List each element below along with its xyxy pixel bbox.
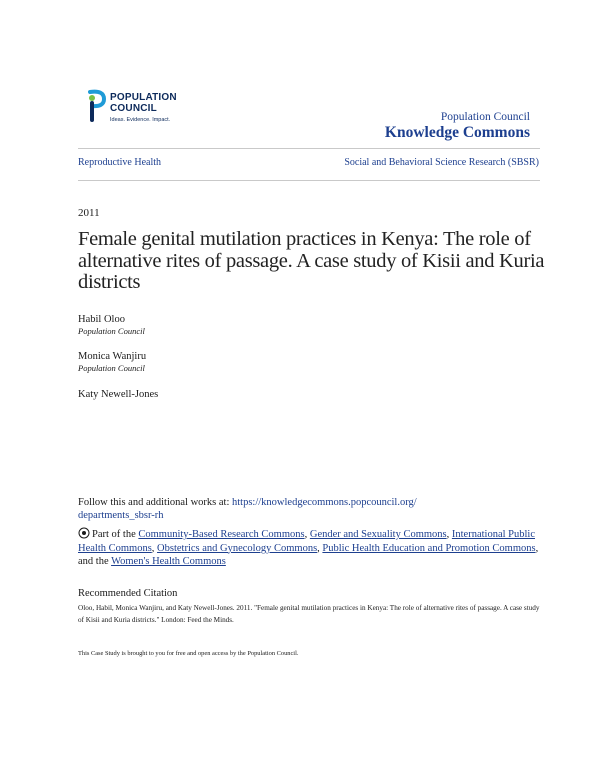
author-affiliation: Population Council: [78, 326, 145, 336]
commons-link[interactable]: Women's Health Commons: [111, 556, 226, 567]
logo-mark-icon: [86, 89, 108, 123]
category-link-left[interactable]: Reproductive Health: [78, 157, 162, 168]
publication-year: 2011: [78, 207, 100, 219]
open-access-footer: This Case Study is brought to you for free and open access by the Population Council.: [78, 650, 299, 657]
author-name: Habil Oloo: [78, 314, 125, 325]
repository-org: Population Council: [440, 111, 530, 123]
repository-title: Knowledge Commons: [384, 124, 530, 141]
logo-line-2: COUNCIL: [110, 103, 157, 114]
commons-link[interactable]: Gender and Sexuality Commons: [309, 529, 447, 540]
commons-network-icon: [78, 527, 90, 539]
follow-section: [78, 496, 548, 522]
part-of-conjunction: , and the: [78, 542, 539, 567]
logo-tagline: Ideas. Evidence. Impact.: [110, 117, 171, 123]
follow-label: Follow this and additional works at:: [78, 497, 230, 508]
commons-link[interactable]: Obstetrics and Gynecology Commons: [157, 542, 318, 554]
commons-link[interactable]: Public Health Education and Promotion Commons: [322, 542, 536, 554]
category-link-right[interactable]: Social and Behavioral Science Research (SBSR): [344, 157, 539, 168]
part-of-prefix: Part of the: [92, 529, 136, 540]
logo-line-1: POPULATION: [110, 92, 177, 103]
population-council-logo: [86, 89, 196, 129]
bottom-divider: [78, 180, 540, 181]
commons-link[interactable]: International Public Health Commons: [78, 529, 535, 554]
document-title: Female genital mutilation practices in Kenya: The role of alternative rites of passage. A case study of Kisii and Kuria districts: [78, 228, 545, 293]
author-name: Monica Wanjiru: [78, 351, 147, 362]
commons-link[interactable]: Community-Based Research Commons: [138, 529, 305, 540]
top-divider: [78, 148, 540, 149]
part-of-section: Part of the Community-Based Research Commons, Gender and Sexuality Commons, International Public Health Commons, Obstetrics and Gynecology Commons, Public Health Education and Promotion Commons, and the Women's Health Commons: [78, 529, 539, 567]
author-affiliation: Population Council: [78, 363, 145, 373]
author-name: Katy Newell-Jones: [78, 389, 159, 400]
citation-heading: Recommended Citation: [78, 588, 178, 599]
citation-text: Oloo, Habil, Monica Wanjiru, and Katy Newell-Jones. 2011. "Female genital mutilation practices in Kenya: The role of alternative rites of passage. A case study of Kisii and Kuria districts." London: Feed the Minds.: [78, 604, 540, 624]
logo-wordmark: [110, 92, 177, 114]
follow-link[interactable]: https://knowledgecommons.popcouncil.org/ departments_sbsr-rh: [78, 497, 417, 521]
repository-name[interactable]: [385, 110, 530, 142]
